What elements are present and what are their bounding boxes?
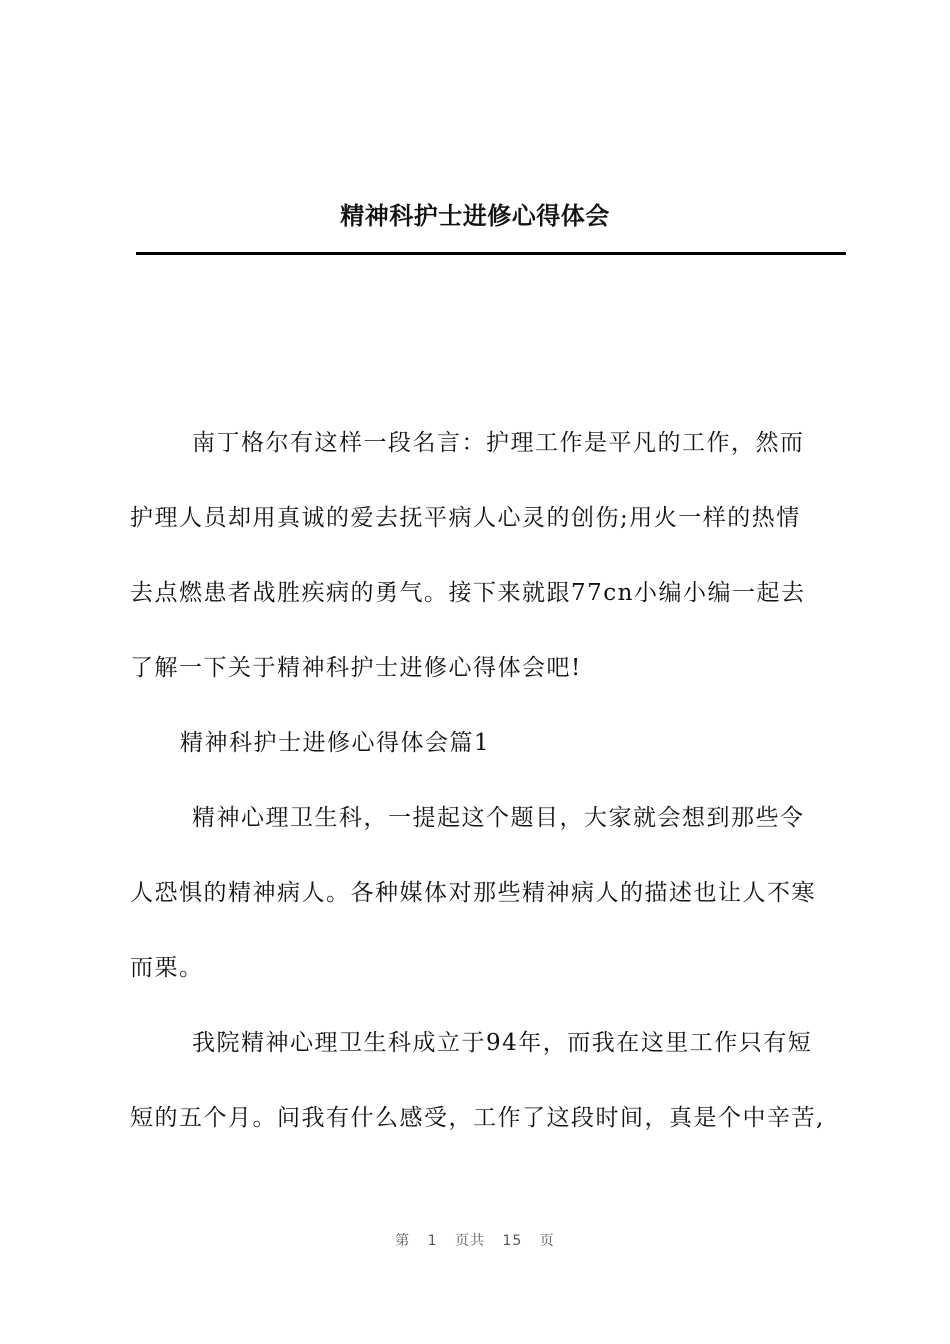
section-heading: 精神科护士进修心得体会篇1 (180, 730, 491, 756)
page-footer (0, 1230, 950, 1250)
footer-total-pages: 15 (502, 1233, 523, 1249)
footer-page-number: 1 (427, 1233, 438, 1249)
paragraph-line: 去点燃患者战胜疾病的勇气。接下来就跟77cn小编小编一起去 (130, 580, 806, 606)
document-title: 精神科护士进修心得体会 (340, 202, 610, 230)
paragraph-line: 了解一下关于精神科护士进修心得体会吧! (130, 655, 582, 681)
footer-suffix: 页 (539, 1233, 555, 1249)
paragraph-line: 而栗。 (130, 955, 204, 981)
footer-middle: 页共 (455, 1233, 486, 1249)
title-underline (136, 252, 846, 255)
footer-prefix: 第 (395, 1233, 411, 1249)
paragraph-line: 短的五个月。问我有什么感受，工作了这段时间，真是个中辛苦, (130, 1105, 825, 1131)
paragraph-line: 南丁格尔有这样一段名言：护理工作是平凡的工作，然而 (192, 430, 805, 456)
paragraph-line: 我院精神心理卫生科成立于94年，而我在这里工作只有短 (192, 1030, 813, 1056)
paragraph-line: 人恐惧的精神病人。各种媒体对那些精神病人的描述也让人不寒 (130, 880, 816, 906)
paragraph-line: 护理人员却用真诚的爱去抚平病人心灵的创伤;用火一样的热情 (130, 505, 801, 531)
paragraph-line: 精神心理卫生科，一提起这个题目，大家就会想到那些令 (192, 805, 805, 831)
